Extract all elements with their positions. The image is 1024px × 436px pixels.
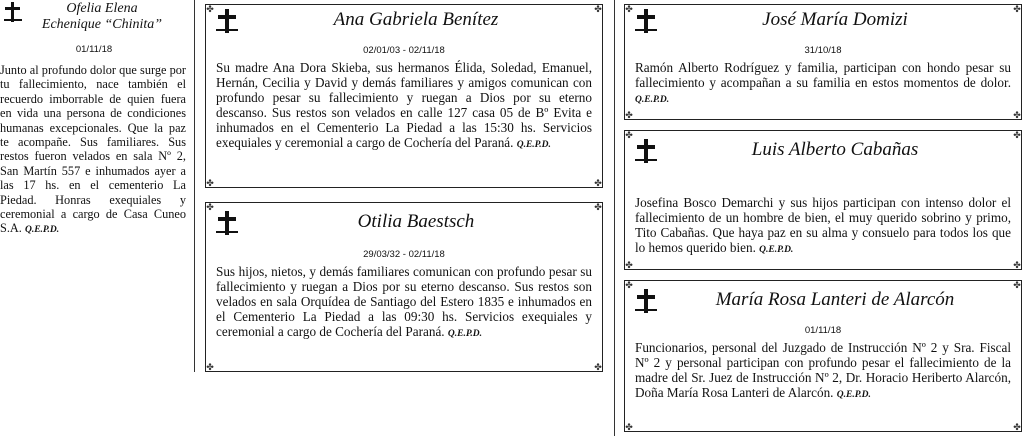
corner-ornament-icon: ✤	[206, 178, 214, 188]
qepd-label: Q.E.P.D.	[24, 225, 60, 236]
corner-ornament-icon: ✤	[625, 260, 633, 270]
qepd-label: Q.E.P.D.	[447, 329, 483, 339]
corner-ornament-icon: ✤	[206, 362, 214, 372]
corner-ornament-icon: ✤	[625, 422, 633, 432]
deceased-name: María Rosa Lanteri de Alarcón	[715, 289, 955, 310]
notice-date: 02/01/03 - 02/11/18	[363, 45, 445, 56]
corner-ornament-icon: ✤	[206, 4, 214, 14]
corner-ornament-icon: ✤	[625, 110, 633, 120]
notice-jose-maria-domizi	[624, 4, 1022, 120]
notice-maria-rosa-lanteri	[624, 280, 1022, 432]
qepd-label: Q.E.P.D.	[759, 245, 794, 255]
corner-ornament-icon: ✤	[1013, 280, 1021, 290]
notice-date: 29/03/32 - 02/11/18	[363, 249, 445, 260]
corner-ornament-icon: ✤	[1013, 260, 1021, 270]
notice-text: Funcionarios, personal del Juzgado de Instrucción Nº 2 y Sra. Fiscal Nº 2 y personal participan con profundo pesar el fallecimiento de la madre del Sr. Juez de Instrucción Nº 2, Dr. Horacio Heriberto Alarcón, Doña María Rosa Lanteri de Alarcón. Q.E.P.D.	[635, 340, 1011, 400]
qepd-label: Q.E.P.D.	[516, 140, 551, 150]
deceased-name-line1: Ofelia Elena	[66, 1, 138, 16]
corner-ornament-icon: ✤	[625, 280, 633, 290]
deceased-name: José María Domizi	[762, 9, 908, 30]
cross-icon	[635, 9, 657, 33]
notice-ana-gabriela-benitez	[205, 4, 603, 188]
qepd-label: Q.E.P.D.	[836, 390, 871, 400]
corner-ornament-icon: ✤	[594, 362, 602, 372]
notice-luis-alberto-cabanas	[624, 130, 1022, 270]
notice-text: Su madre Ana Dora Skieba, sus hermanos Élida, Soledad, Emanuel, Hernán, Cecilia y David y demás familiares y amigos comunican con profundo pesar su fallecimiento y ruegan a Dios por su eterno descanso. Sus restos son velados en calle 127 casa 05 de Bº Evita e inhumados en el Cementerio La Piedad a las 15:30 hs. Servicios exequiales y ceremonial a cargo de Cochería del Paraná. Q.E.P.D.	[216, 60, 592, 150]
deceased-name-line2: Echenique “Chinita”	[41, 17, 163, 32]
cross-icon	[4, 2, 22, 22]
qepd-label: Q.E.P.D.	[635, 95, 670, 105]
cross-icon	[216, 9, 238, 33]
corner-ornament-icon: ✤	[625, 130, 633, 140]
corner-ornament-icon: ✤	[206, 202, 214, 212]
cross-icon	[216, 211, 238, 235]
deceased-name: Ana Gabriela Benítez	[333, 9, 499, 30]
corner-ornament-icon: ✤	[1013, 4, 1021, 14]
notice-text: Junto al profundo dolor que surge por tu fallecimiento, nace también el recuerdo imborrable de quien fuera en vida una persona de condiciones humanas excepcionales. Que la paz te acompañe. Sus familiares. Sus restos fueron velados en sala Nº 2, San Martín 557 e inhumados ayer a las 17 hs. en el cementerio La Piedad. Honras exequiales y ceremonial a cargo de Casa Cuneo S.A. Q.E.P.D.	[0, 63, 186, 236]
cross-icon	[635, 139, 657, 163]
notice-ofelia-echenique	[0, 0, 188, 238]
notice-text: Ramón Alberto Rodríguez y familia, participan con hondo pesar su fallecimiento y acompañan a su familia en estos momentos de dolor. Q.E.P.D.	[635, 60, 1011, 105]
column-divider	[194, 0, 195, 372]
notice-date: 01/11/18	[804, 325, 842, 336]
notice-otilia-baestsch	[205, 202, 603, 372]
notice-date: 31/10/18	[804, 45, 842, 56]
corner-ornament-icon: ✤	[594, 202, 602, 212]
corner-ornament-icon: ✤	[625, 4, 633, 14]
notice-text: Josefina Bosco Demarchi y sus hijos participan con intenso dolor el fallecimiento de un hombre de bien, el muy querido sobrino y primo, Tito Cabañas. Que haya paz en su alma y consuelo para todos los que lo hemos querido bien. Q.E.P.D.	[635, 195, 1011, 255]
cross-icon	[635, 289, 657, 313]
corner-ornament-icon: ✤	[594, 4, 602, 14]
corner-ornament-icon: ✤	[594, 178, 602, 188]
notice-date: 01/11/18	[75, 44, 113, 55]
spacer	[625, 165, 1021, 195]
corner-ornament-icon: ✤	[1013, 422, 1021, 432]
corner-ornament-icon: ✤	[1013, 130, 1021, 140]
corner-ornament-icon: ✤	[1013, 110, 1021, 120]
column-divider	[614, 0, 615, 436]
deceased-name: Luis Alberto Cabañas	[751, 139, 919, 160]
deceased-name: Otilia Baestsch	[357, 211, 475, 232]
notice-text: Sus hijos, nietos, y demás familiares comunican con profundo pesar su fallecimiento y ruegan a Dios por su eterno descanso. Sus restos son velados en sala Orquídea de Santiago del Estero 1835 e inhumados en el Cementerio La Piedad a las 09:30 hs. Servicios exequiales y ceremonial a cargo de Cochería del Paraná. Q.E.P.D.	[216, 264, 592, 339]
